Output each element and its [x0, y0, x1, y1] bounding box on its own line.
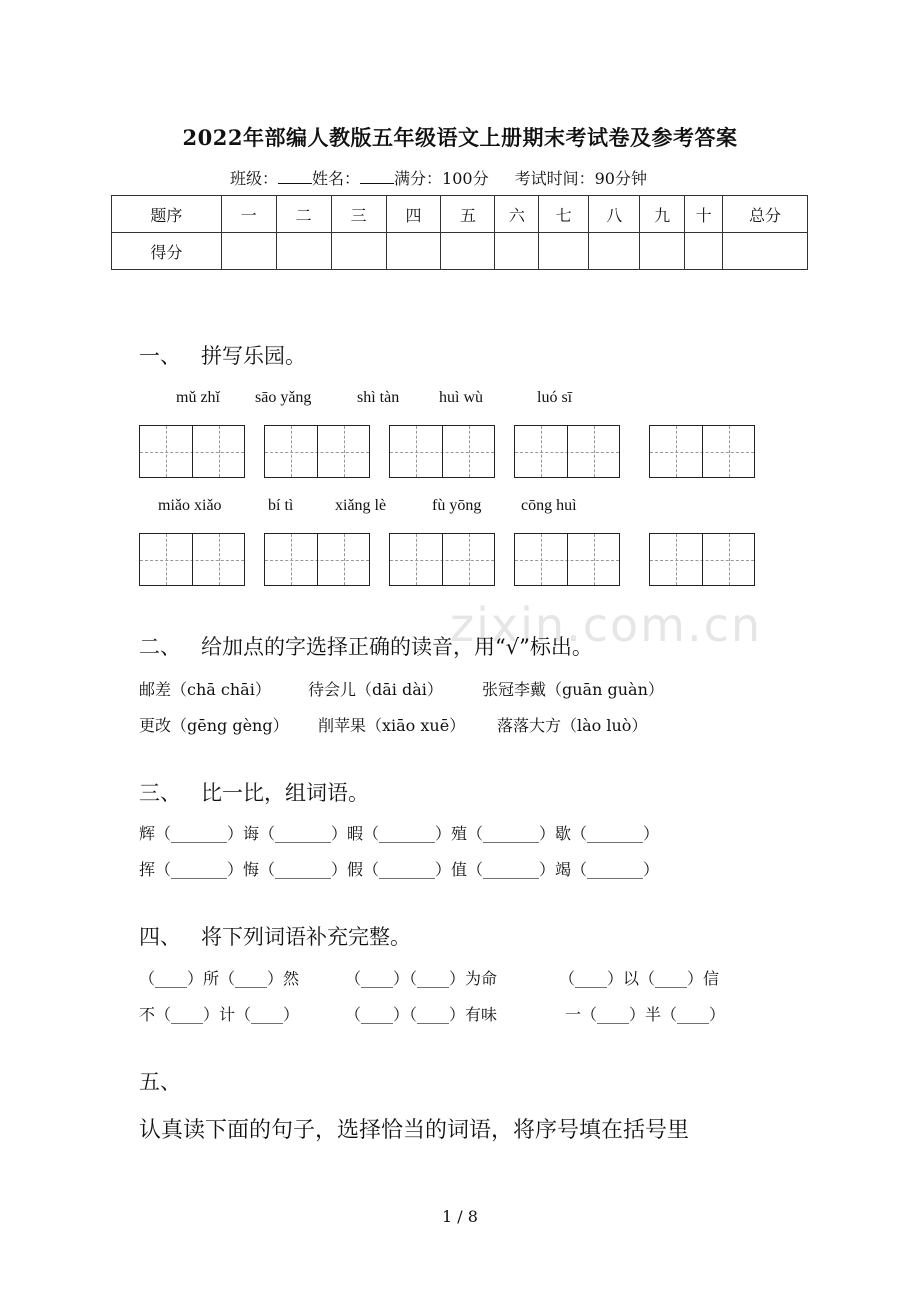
writing-grid-box[interactable]: [139, 533, 245, 586]
score-cell[interactable]: [331, 233, 386, 270]
score-header-cell: 四: [386, 196, 441, 233]
pinyin-label: luó sī: [537, 389, 573, 406]
pinyin-label: mǔ zhǐ: [176, 389, 220, 406]
section-title: 给加点的字选择正确的读音，用“√”标出。: [201, 635, 593, 659]
writing-grid-box[interactable]: [649, 425, 755, 478]
section-5-number: 五、: [139, 1070, 181, 1094]
exam-time: 考试时间：90分钟: [514, 169, 647, 188]
section-number: 三、: [139, 781, 181, 805]
score-header-cell: 十: [685, 196, 723, 233]
writing-grid-box[interactable]: [389, 425, 495, 478]
idiom-fill-item[interactable]: （____）以（____）信: [559, 969, 720, 988]
score-header-cell: 总分: [723, 196, 808, 233]
idiom-fill-item[interactable]: （____）（____）为命: [345, 969, 498, 988]
writing-grid-box[interactable]: [649, 533, 755, 586]
pinyin-label: cōng huì: [521, 497, 577, 514]
score-header-cell: 一: [221, 196, 276, 233]
score-cell[interactable]: [685, 233, 723, 270]
score-header-cell: 七: [539, 196, 589, 233]
pinyin-label: bí tì: [268, 497, 294, 514]
score-header-cell: 六: [495, 196, 539, 233]
score-header-row: [112, 196, 808, 233]
idiom-fill-item[interactable]: （____）所（____）然: [139, 969, 300, 988]
writing-grid-box[interactable]: [514, 425, 620, 478]
word-compare-line[interactable]: 辉（_______）诲（_______）暇（_______）殖（_______）歇（_______）: [139, 824, 660, 843]
word-compare-line[interactable]: 挥（_______）悔（_______）假（_______）值（_______）竭（_______）: [139, 860, 660, 879]
exam-info: [230, 166, 647, 189]
reading-choice-item[interactable]: 待会儿（dāi dài）: [308, 680, 443, 699]
score-value-row: [112, 233, 808, 270]
writing-grid-box[interactable]: [139, 425, 245, 478]
page-title: 2022年部编人教版五年级语文上册期末考试卷及参考答案: [182, 125, 738, 150]
pinyin-label: sāo yǎng: [255, 389, 312, 406]
idiom-fill-item[interactable]: 一（____）半（____）: [565, 1005, 726, 1024]
pinyin-label: xiǎng lè: [335, 497, 387, 514]
writing-grid-box[interactable]: [264, 425, 370, 478]
score-header-cell: 二: [276, 196, 331, 233]
name-label: 姓名：: [312, 169, 361, 188]
score-cell[interactable]: [441, 233, 495, 270]
writing-grid-box[interactable]: [389, 533, 495, 586]
section-5-title: 认真读下面的句子，选择恰当的词语，将序号填在括号里: [139, 1118, 690, 1143]
score-cell[interactable]: [640, 233, 685, 270]
score-cell[interactable]: [495, 233, 539, 270]
score-cell[interactable]: [723, 233, 808, 270]
reading-choice-item[interactable]: 邮差（chā chāi）: [139, 680, 271, 699]
section-4-heading: [139, 921, 411, 951]
reading-choice-item[interactable]: 更改（gēng gèng）: [139, 716, 289, 735]
score-cell[interactable]: [589, 233, 640, 270]
score-cell[interactable]: [386, 233, 441, 270]
idiom-fill-item[interactable]: （____）（____）有味: [345, 1005, 498, 1024]
reading-choice-item[interactable]: 削苹果（xiāo xuē）: [318, 716, 466, 735]
score-header-cell: 八: [589, 196, 640, 233]
section-title: 比一比，组词语。: [201, 781, 369, 805]
score-header-cell: 九: [640, 196, 685, 233]
score-cell[interactable]: [539, 233, 589, 270]
score-cell[interactable]: [221, 233, 276, 270]
class-blank: [278, 169, 312, 184]
score-table: [111, 195, 808, 270]
section-number: 一、: [139, 344, 181, 368]
section-title: 将下列词语补充完整。: [201, 925, 411, 949]
section-number: 四、: [139, 925, 181, 949]
class-label: 班级：: [230, 169, 279, 188]
name-blank: [360, 169, 394, 184]
score-row-label: 得分: [112, 233, 222, 270]
section-3-heading: [139, 777, 369, 807]
pinyin-label: fù yōng: [432, 497, 482, 514]
idiom-fill-item[interactable]: 不（____）计（____）: [139, 1005, 300, 1024]
watermark: zixin.com.cn: [450, 598, 763, 652]
section-title: 拼写乐园。: [201, 344, 306, 368]
writing-grid-box[interactable]: [514, 533, 620, 586]
page-number: 1 / 8: [442, 1207, 478, 1226]
score-cell[interactable]: [276, 233, 331, 270]
score-header-cell: 题序: [112, 196, 222, 233]
writing-grid-box[interactable]: [264, 533, 370, 586]
reading-choice-item[interactable]: 落落大方（lào luò）: [497, 716, 648, 735]
pinyin-label: huì wù: [439, 389, 483, 406]
section-1-heading: [139, 340, 306, 370]
section-number: 二、: [139, 635, 181, 659]
score-header-cell: 三: [331, 196, 386, 233]
reading-choice-item[interactable]: 张冠李戴（guān guàn）: [482, 680, 664, 699]
pinyin-label: shì tàn: [357, 389, 400, 406]
score-header-cell: 五: [441, 196, 495, 233]
pinyin-label: miǎo xiǎo: [158, 497, 222, 514]
section-2-heading: [139, 631, 593, 661]
full-score: 满分：100分: [394, 169, 489, 188]
